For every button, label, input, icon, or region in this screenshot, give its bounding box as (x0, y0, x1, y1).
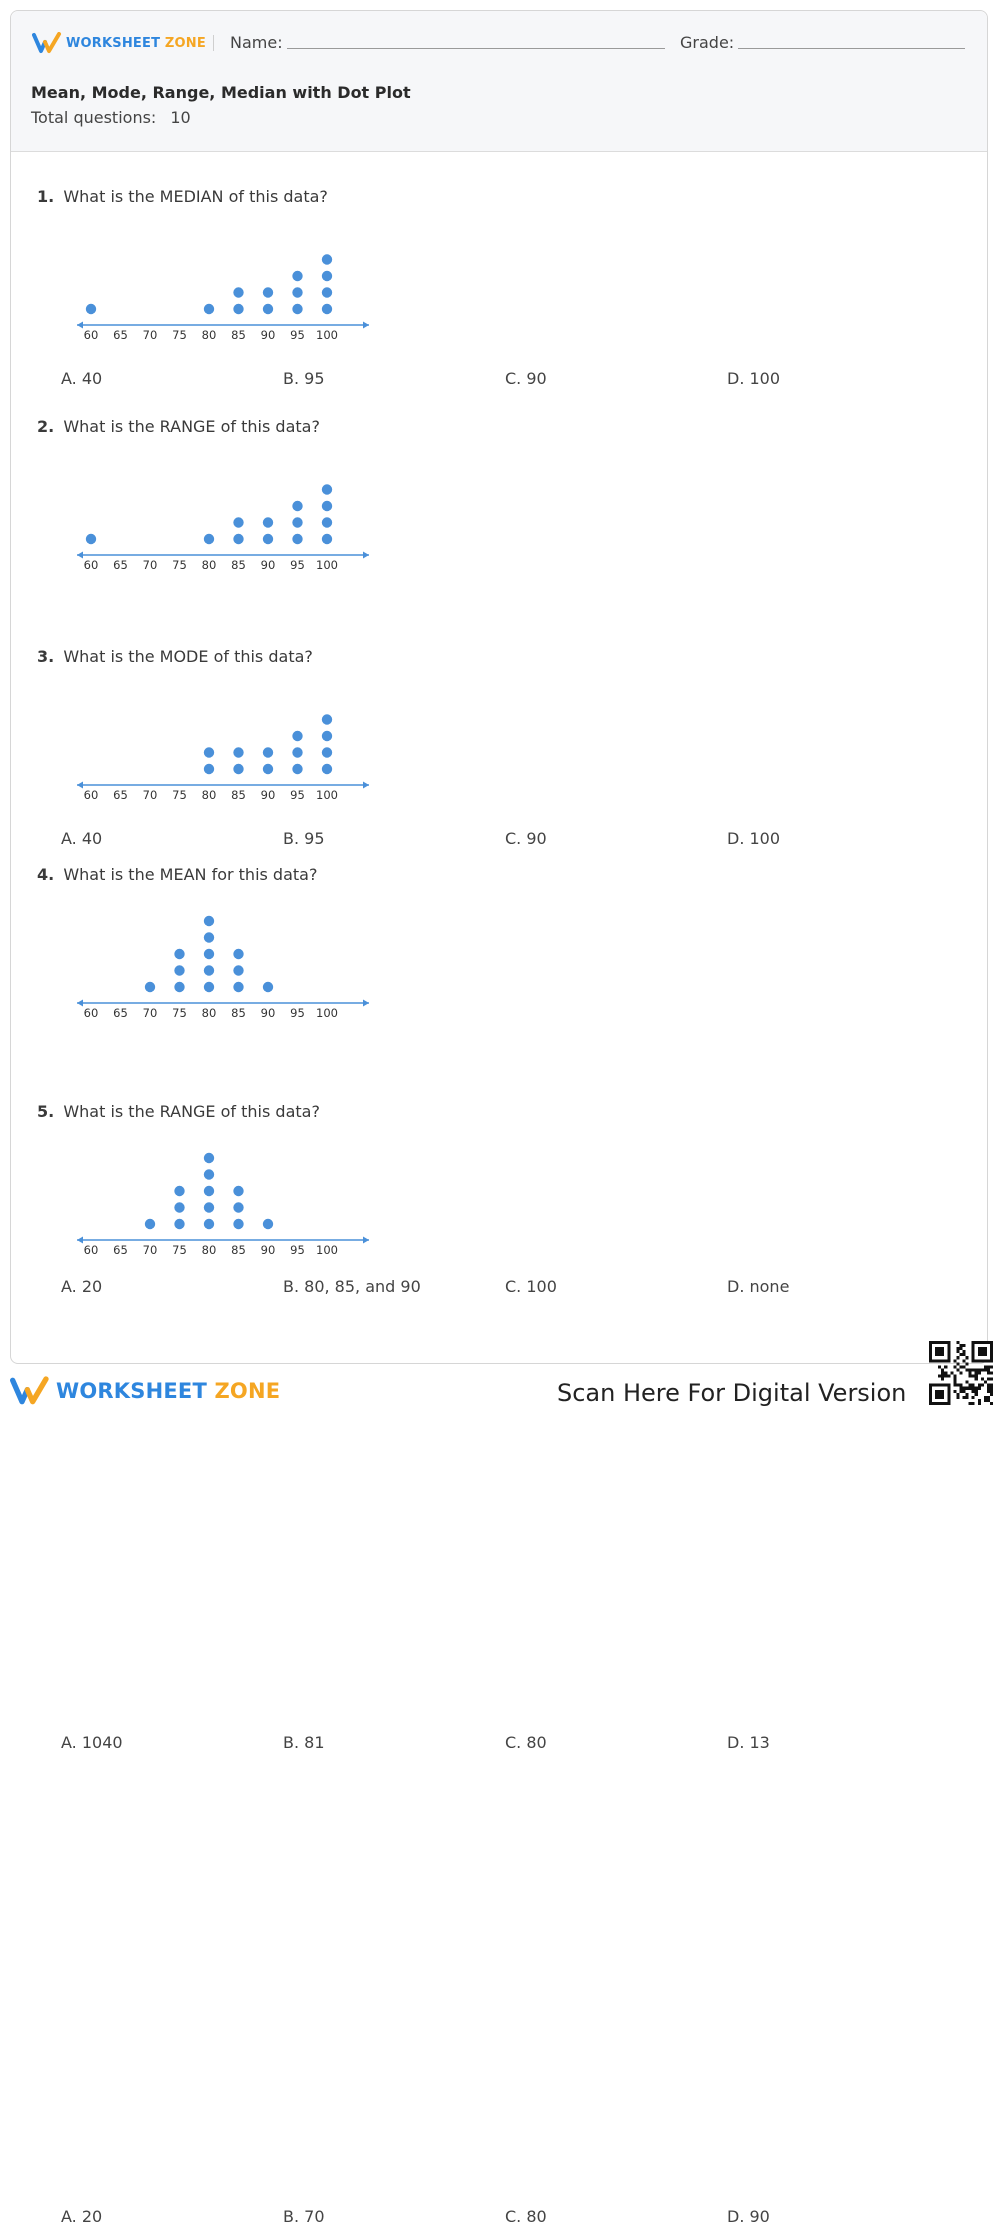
tick-label: 60 (83, 1006, 99, 1020)
data-dot (263, 287, 273, 297)
data-dot (322, 534, 332, 544)
question-text (37, 647, 313, 666)
data-dot (292, 287, 302, 297)
data-dot (174, 965, 184, 975)
tick-label: 90 (260, 1243, 276, 1257)
answer-option-b[interactable]: B. 95 (283, 369, 325, 388)
tick-label: 85 (231, 328, 246, 342)
data-dot (233, 1202, 243, 1212)
answer-option-d[interactable]: D. 100 (727, 829, 781, 848)
tick-label: 60 (83, 788, 99, 802)
data-dot (292, 304, 302, 314)
data-dot (322, 714, 332, 724)
question-text (37, 1102, 320, 1121)
question-prompt: What is the RANGE of this data? (63, 417, 320, 436)
tick-label: 70 (142, 788, 158, 802)
tick-label: 100 (316, 558, 338, 572)
header-divider (213, 35, 214, 51)
data-dot (204, 304, 214, 314)
tick-label: 75 (172, 328, 187, 342)
data-dot (233, 1186, 243, 1196)
axis-arrowhead (363, 322, 369, 329)
data-dot (174, 1202, 184, 1212)
answer-option-d[interactable]: D. 100 (727, 369, 781, 388)
answer-option-d[interactable]: D. none (727, 1277, 790, 1296)
answer-option-c[interactable]: C. 90 (505, 369, 547, 388)
data-dot (263, 517, 273, 527)
tick-label: 100 (316, 328, 338, 342)
answer-option-c[interactable]: C. 90 (505, 829, 547, 848)
data-dot (233, 965, 243, 975)
data-dot (204, 1169, 214, 1179)
tick-label: 75 (172, 1243, 187, 1257)
data-dot (263, 764, 273, 774)
question-number: 4. (37, 865, 55, 884)
tick-label: 80 (201, 328, 217, 342)
tick-label: 90 (260, 788, 276, 802)
tick-label: 65 (113, 328, 128, 342)
question-prompt: What is the MODE of this data? (63, 647, 313, 666)
answer-option-a[interactable]: A. 1040 (61, 1733, 123, 1752)
total-questions (31, 108, 191, 127)
data-dot (204, 982, 214, 992)
tick-label: 100 (316, 1243, 338, 1257)
data-dot (292, 501, 302, 511)
answer-option-b[interactable]: B. 81 (283, 1733, 325, 1752)
answer-option-a[interactable]: A. 20 (61, 2207, 103, 2226)
tick-label: 65 (113, 788, 128, 802)
data-dot (322, 764, 332, 774)
data-dot (263, 304, 273, 314)
data-dot (204, 916, 214, 926)
question-number: 5. (37, 1102, 55, 1121)
data-dot (322, 304, 332, 314)
data-dot (322, 484, 332, 494)
data-dot (204, 965, 214, 975)
tick-label: 100 (316, 1006, 338, 1020)
grade-field[interactable] (738, 48, 965, 49)
data-dot (322, 287, 332, 297)
answer-option-c[interactable]: C. 100 (505, 1277, 557, 1296)
tick-label: 75 (172, 1006, 187, 1020)
answer-option-a[interactable]: A. 20 (61, 1277, 103, 1296)
data-dot (263, 982, 273, 992)
tick-label: 90 (260, 1006, 276, 1020)
answer-option-b[interactable]: B. 95 (283, 829, 325, 848)
data-dot (233, 304, 243, 314)
qr-code-icon[interactable] (929, 1341, 993, 1405)
answer-option-c[interactable]: C. 80 (505, 1733, 547, 1752)
logo-text: WORKSHEET ZONE (66, 35, 206, 51)
answer-option-d[interactable]: D. 13 (727, 1733, 770, 1752)
tick-label: 80 (201, 1006, 217, 1020)
data-dot (292, 764, 302, 774)
footer-logo[interactable] (10, 1376, 280, 1406)
data-dot (204, 1202, 214, 1212)
tick-label: 85 (231, 558, 246, 572)
tick-label: 90 (260, 558, 276, 572)
question-number: 1. (37, 187, 55, 206)
data-dot (233, 949, 243, 959)
data-dot (322, 254, 332, 264)
data-dot (204, 1219, 214, 1229)
tick-label: 85 (231, 1243, 246, 1257)
answer-option-c[interactable]: C. 80 (505, 2207, 547, 2226)
scan-here-text: Scan Here For Digital Version (557, 1379, 907, 1407)
data-dot (292, 271, 302, 281)
data-dot (145, 982, 155, 992)
data-dot (292, 534, 302, 544)
total-questions-label: Total questions: (31, 108, 157, 127)
dot-plot (51, 1132, 371, 1282)
tick-label: 95 (290, 788, 305, 802)
axis-arrowhead (77, 552, 83, 559)
data-dot (204, 1186, 214, 1196)
data-dot (204, 1153, 214, 1163)
tick-label: 90 (260, 328, 276, 342)
total-questions-value: 10 (170, 108, 191, 127)
tick-label: 60 (83, 558, 99, 572)
data-dot (322, 747, 332, 757)
tick-label: 85 (231, 1006, 246, 1020)
data-dot (233, 534, 243, 544)
data-dot (322, 501, 332, 511)
data-dot (174, 982, 184, 992)
data-dot (322, 517, 332, 527)
tick-label: 75 (172, 788, 187, 802)
tick-label: 70 (142, 328, 158, 342)
name-label: Name: (230, 33, 283, 52)
data-dot (86, 304, 96, 314)
axis-arrowhead (77, 322, 83, 329)
axis-arrowhead (363, 1237, 369, 1244)
question-prompt: What is the MEDIAN of this data? (63, 187, 328, 206)
data-dot (263, 534, 273, 544)
question-number: 2. (37, 417, 55, 436)
axis-arrowhead (363, 552, 369, 559)
tick-label: 95 (290, 1006, 305, 1020)
question-number: 3. (37, 647, 55, 666)
data-dot (204, 534, 214, 544)
data-dot (292, 747, 302, 757)
tick-label: 80 (201, 1243, 217, 1257)
axis-arrowhead (363, 782, 369, 789)
tick-label: 80 (201, 788, 217, 802)
data-dot (292, 731, 302, 741)
tick-label: 65 (113, 1006, 128, 1020)
data-dot (322, 731, 332, 741)
data-dot (233, 764, 243, 774)
worksheet-header (11, 11, 987, 152)
data-dot (204, 747, 214, 757)
data-dot (174, 1186, 184, 1196)
question-text (37, 417, 320, 436)
tick-label: 65 (113, 558, 128, 572)
answer-option-d[interactable]: D. 90 (727, 2207, 770, 2226)
grade-label: Grade: (680, 33, 735, 52)
tick-label: 65 (113, 1243, 128, 1257)
axis-arrowhead (77, 782, 83, 789)
tick-label: 95 (290, 328, 305, 342)
tick-label: 70 (142, 1243, 158, 1257)
question-text (37, 187, 328, 206)
header-logo[interactable] (32, 32, 206, 54)
name-field[interactable] (287, 48, 665, 49)
data-dot (263, 1219, 273, 1229)
worksheetzone-logo-icon (10, 1376, 50, 1406)
data-dot (204, 932, 214, 942)
worksheetzone-logo-icon (32, 32, 62, 54)
axis-arrowhead (77, 1237, 83, 1244)
dot-plot (51, 677, 371, 827)
tick-label: 70 (142, 558, 158, 572)
data-dot (233, 747, 243, 757)
answer-option-a[interactable]: A. 40 (61, 369, 103, 388)
data-dot (145, 1219, 155, 1229)
answer-option-b[interactable]: B. 80, 85, and 90 (283, 1277, 421, 1296)
axis-arrowhead (363, 1000, 369, 1007)
data-dot (233, 1219, 243, 1229)
data-dot (263, 747, 273, 757)
data-dot (292, 517, 302, 527)
data-dot (204, 949, 214, 959)
question-1 (11, 187, 987, 407)
tick-label: 95 (290, 558, 305, 572)
question-prompt: What is the MEAN for this data? (63, 865, 318, 884)
tick-label: 85 (231, 788, 246, 802)
data-dot (233, 287, 243, 297)
data-dot (233, 517, 243, 527)
tick-label: 80 (201, 558, 217, 572)
tick-label: 75 (172, 558, 187, 572)
question-text (37, 865, 317, 884)
data-dot (174, 949, 184, 959)
answer-option-b[interactable]: B. 70 (283, 2207, 325, 2226)
dot-plot (51, 217, 371, 367)
data-dot (233, 982, 243, 992)
question-prompt: What is the RANGE of this data? (63, 1102, 320, 1121)
tick-label: 60 (83, 1243, 99, 1257)
data-dot (204, 764, 214, 774)
worksheet-title: Mean, Mode, Range, Median with Dot Plot (31, 83, 411, 102)
dot-plot (51, 895, 371, 1045)
tick-label: 60 (83, 328, 99, 342)
tick-label: 100 (316, 788, 338, 802)
data-dot (174, 1219, 184, 1229)
footer-logo-text: WORKSHEET ZONE (56, 1379, 281, 1403)
answer-option-a[interactable]: A. 40 (61, 829, 103, 848)
dot-plot (51, 447, 371, 597)
tick-label: 95 (290, 1243, 305, 1257)
tick-label: 70 (142, 1006, 158, 1020)
data-dot (322, 271, 332, 281)
data-dot (86, 534, 96, 544)
axis-arrowhead (77, 1000, 83, 1007)
